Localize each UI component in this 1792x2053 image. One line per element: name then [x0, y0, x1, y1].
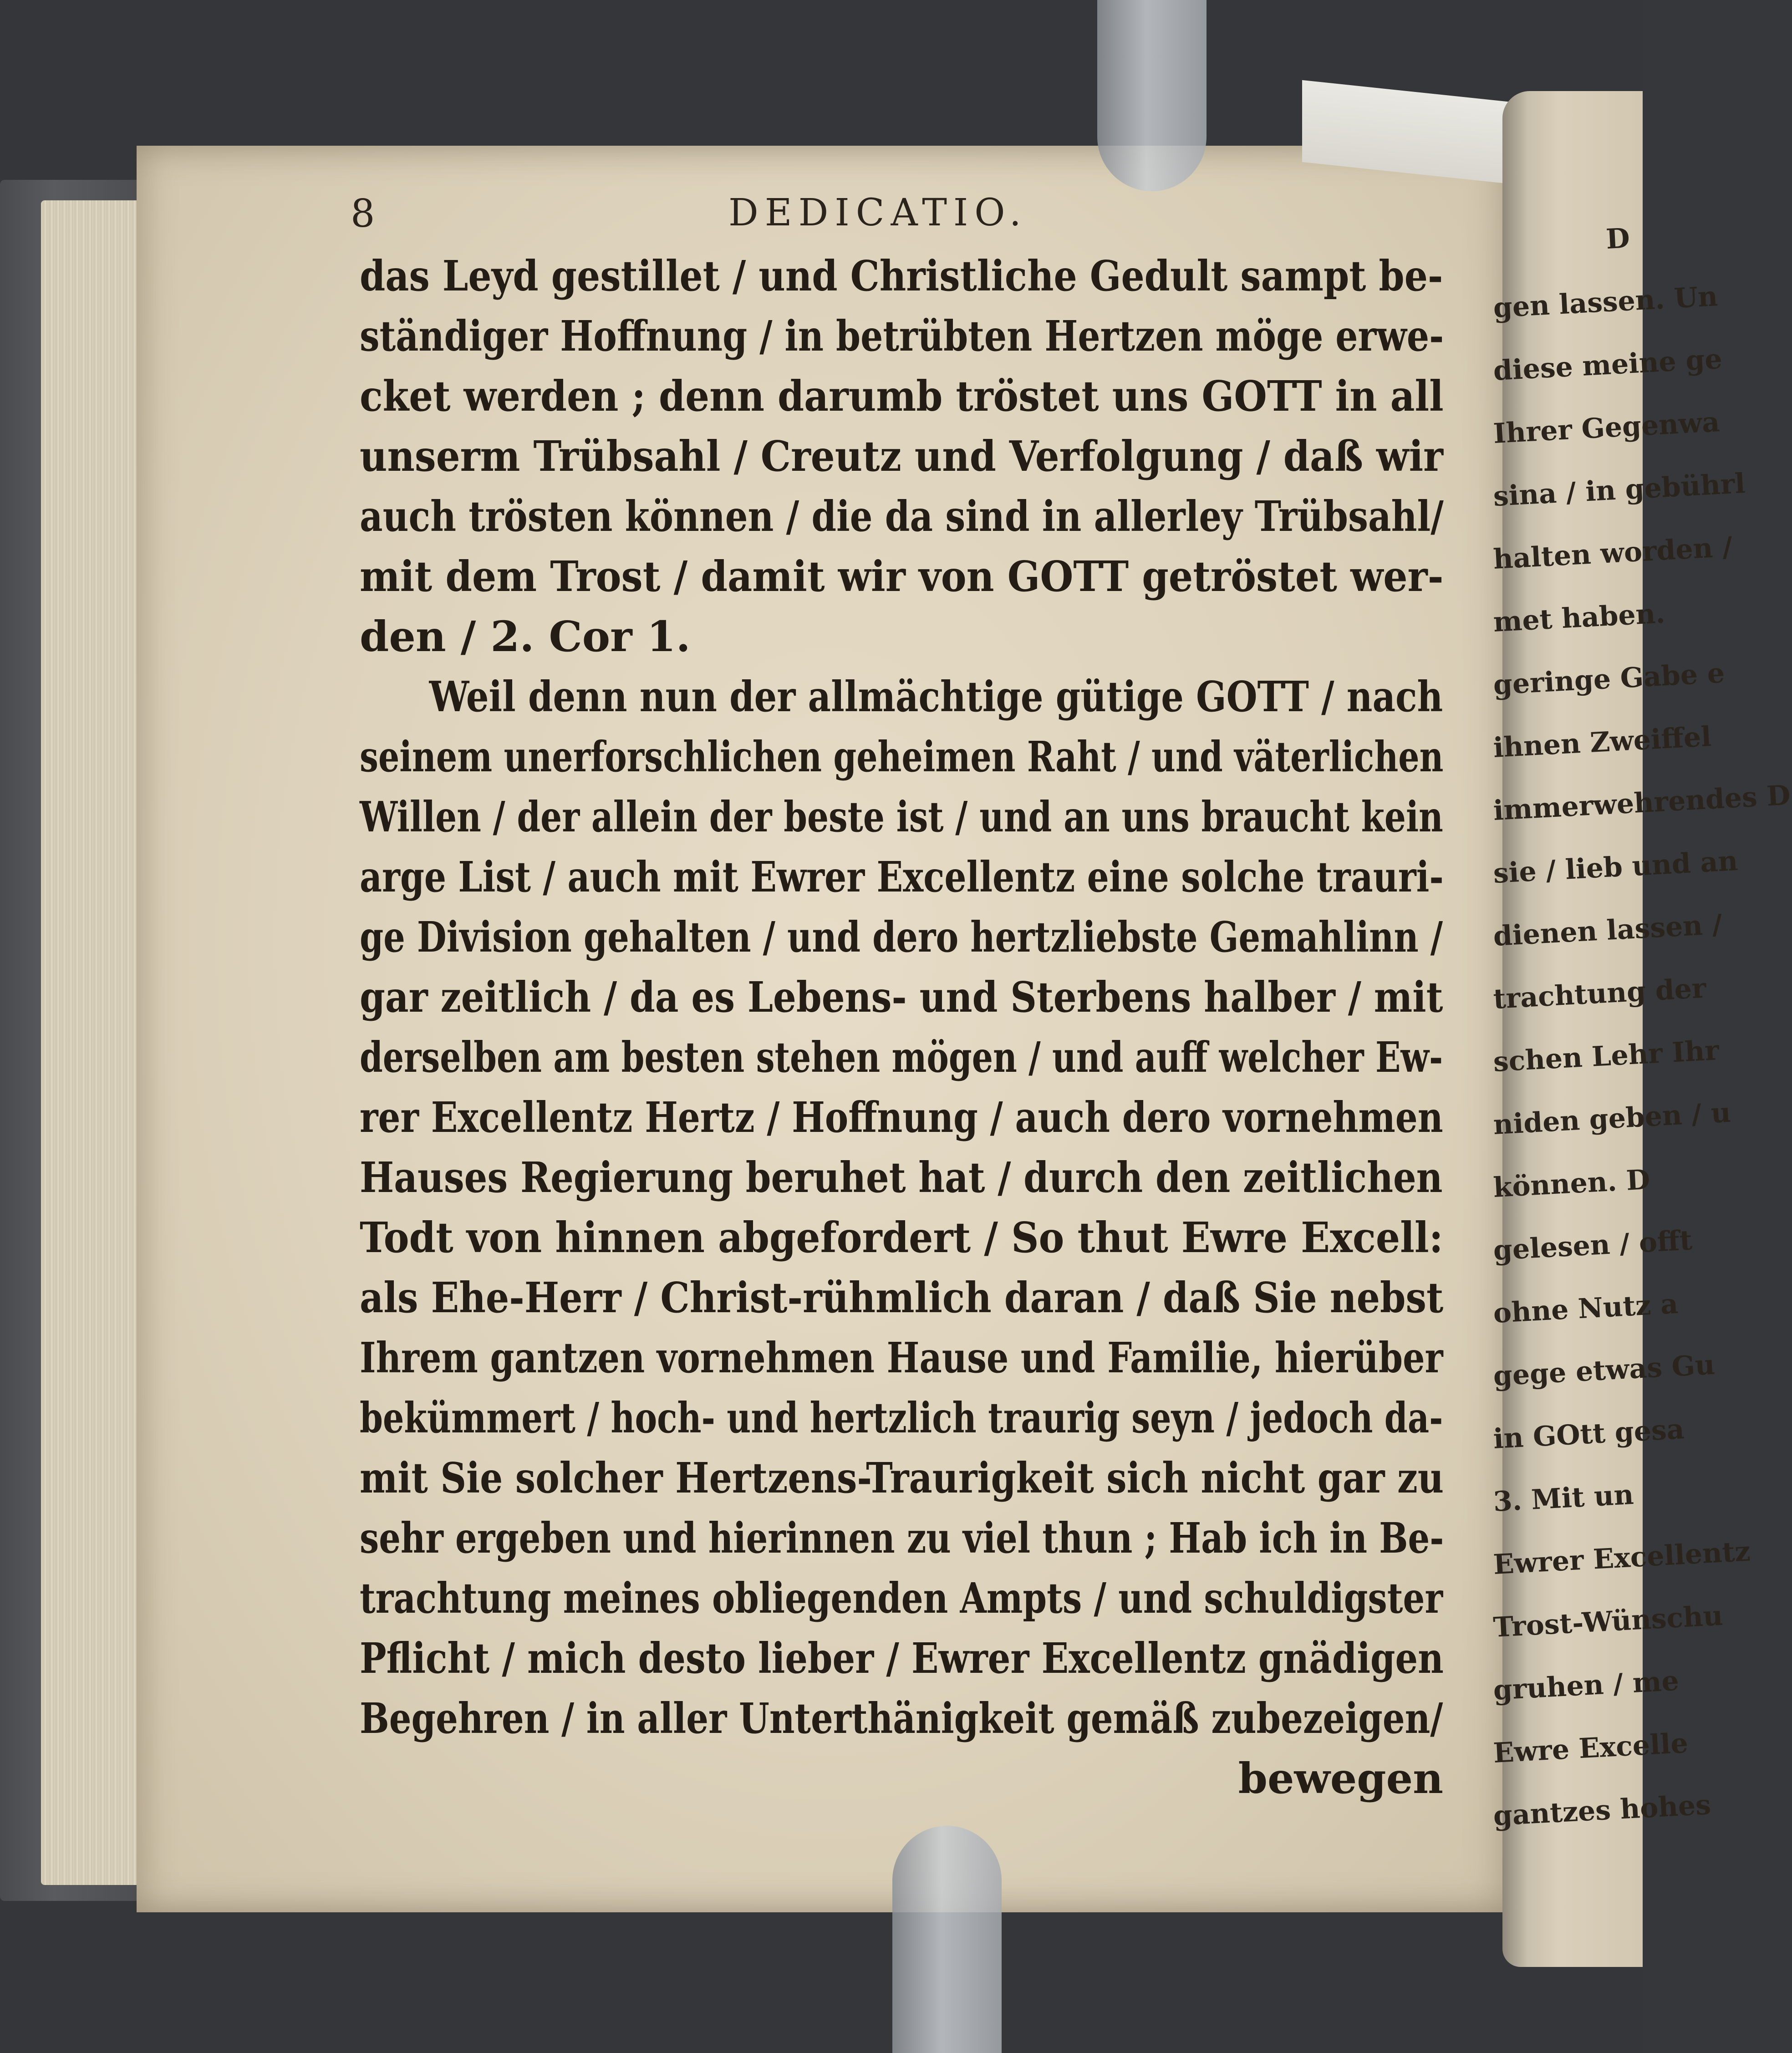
text-line: cket werden ; denn darumb tröstet uns GOTT in all [360, 372, 1444, 421]
facing-text-line: Trost-Wünschu [1492, 1600, 1724, 1644]
text-line: ge Division gehalten / und dero hertzliebste Gemahlinn / [360, 912, 1443, 962]
facing-header-fragment: D [1605, 222, 1631, 255]
text-line: gar zeitlich / da es Lebens- und Sterbens halber / mit [360, 973, 1443, 1022]
facing-text-line: met haben. [1492, 597, 1666, 638]
page-number: 8 [351, 191, 376, 236]
facing-text-line: gruhen / me [1492, 1665, 1680, 1707]
facing-text-line: in GOtt gesa [1492, 1413, 1685, 1455]
facing-page-text [1492, 214, 1792, 1848]
facing-text-line: gelesen / offt [1492, 1224, 1693, 1267]
facing-text-line: sie / lieb und an [1492, 845, 1739, 890]
facing-text-line: dienen lassen / [1492, 908, 1723, 953]
facing-text-line: gege etwas Gu [1492, 1349, 1716, 1392]
facing-text-line: immerwehrendes D [1492, 779, 1792, 827]
text-line: unserm Trübsahl / Creutz und Verfolgung / daß wir [360, 432, 1444, 481]
text-line: Ihrem gantzen vornehmen Hause und Familie, hierüber [360, 1333, 1443, 1382]
text-line: Begehren / in aller Unterthänigkeit gemäß zubezeigen/ [360, 1694, 1443, 1743]
bottom-page-clip [892, 1826, 1002, 2053]
text-line: den / 2. Cor 1. [360, 612, 691, 661]
facing-text-line: niden geben / u [1492, 1096, 1732, 1141]
text-line: seinem unerforschlichen geheimen Raht / und väterlichen [360, 732, 1444, 781]
text-line: mit Sie solcher Hertzens-Traurigkeit sich nicht gar zu [360, 1453, 1444, 1503]
text-line: als Ehe-Herr / Christ-rühmlich daran / daß Sie nebst [360, 1273, 1444, 1322]
facing-text-line: können. D [1492, 1164, 1651, 1204]
facing-text-line: Ewrer Excellentz [1492, 1535, 1751, 1581]
text-line: arge List / auch mit Ewrer Excellentz eine solche trauri- [360, 852, 1444, 902]
text-line: trachtung meines obliegenden Ampts / und schuldigster [360, 1574, 1443, 1623]
text-line: auch trösten können / die da sind in allerley Trübsahl/ [360, 492, 1444, 541]
text-line: sehr ergeben und hierinnen zu viel thun ; Hab ich in Be- [360, 1513, 1444, 1563]
text-line: Hauses Regierung beruhet hat / durch den zeitlichen [360, 1153, 1443, 1202]
facing-text-line: ihnen Zweiffel [1492, 720, 1712, 764]
text-line: Todt von hinnen abgefordert / So thut Ewre Excell: [360, 1213, 1443, 1262]
facing-text-line: Ihrer Gegenwa [1492, 406, 1721, 450]
facing-text-line: gen lassen. Un [1492, 280, 1719, 324]
catchword: bewegen [1238, 1754, 1443, 1803]
text-line: Weil denn nun der allmächtige gütige GOTT / nach [429, 672, 1443, 721]
facing-text-line: 3. Mit un [1492, 1478, 1635, 1518]
text-line: rer Excellentz Hertz / Hoffnung / auch dero vornehmen [360, 1093, 1443, 1142]
facing-text-line: schen Lehr Ihr [1492, 1034, 1720, 1078]
text-line: derselben am besten stehen mögen / und auff welcher Ew- [360, 1033, 1443, 1082]
top-page-clip [1097, 0, 1207, 191]
facing-text-line: diese meine ge [1492, 343, 1723, 387]
text-line: das Leyd gestillet / und Christliche Gedult sampt be- [360, 251, 1443, 301]
text-line: Pflicht / mich desto lieber / Ewrer Excellentz gnädigen [360, 1634, 1444, 1683]
text-line: bekümmert / hoch- und hertzlich traurig seyn / jedoch da- [360, 1393, 1443, 1442]
running-head: DEDICATIO. [728, 191, 1028, 234]
facing-text-line: trachtung der [1492, 972, 1707, 1015]
facing-text-line: Ewre Excelle [1492, 1727, 1689, 1769]
text-line: mit dem Trost / damit wir von GOTT getröstet wer- [360, 552, 1444, 601]
body-text [360, 246, 1443, 1808]
text-line: Willen / der allein der beste ist / und an uns braucht kein [360, 792, 1443, 841]
facing-text-line: halten worden / [1492, 531, 1733, 576]
facing-text-line: geringe Gabe e [1492, 657, 1726, 701]
page-header [205, 191, 1434, 246]
text-line: ständiger Hoffnung / in betrübten Hertzen möge erwe- [360, 311, 1444, 361]
facing-text-line: ohne Nutz a [1492, 1288, 1679, 1330]
facing-text-line: gantzes hohes [1492, 1789, 1712, 1832]
facing-text-line: sina / in gebührl [1492, 468, 1746, 513]
